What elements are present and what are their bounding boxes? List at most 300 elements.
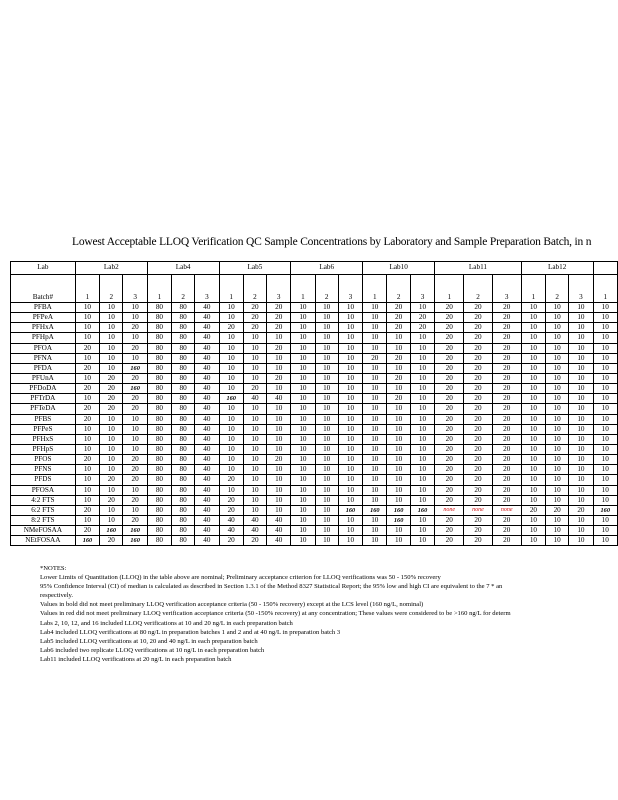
concentration-cell: 20: [435, 414, 464, 424]
concentration-cell: 10: [291, 424, 315, 434]
concentration-cell: 20: [492, 495, 521, 505]
concentration-cell: 10: [219, 353, 243, 363]
concentration-cell: 10: [593, 404, 617, 414]
concentration-cell: 40: [195, 384, 219, 394]
batch-number: 2: [315, 275, 338, 303]
concentration-cell: 10: [291, 444, 315, 454]
concentration-cell: 10: [521, 333, 545, 343]
concentration-cell: 10: [546, 404, 569, 414]
concentration-cell: 10: [219, 373, 243, 383]
concentration-cell: 10: [338, 373, 362, 383]
table-row: [11, 526, 618, 536]
concentration-cell: 10: [521, 465, 545, 475]
concentration-cell: 10: [410, 404, 434, 414]
concentration-cell: 10: [338, 343, 362, 353]
concentration-cell: 10: [546, 495, 569, 505]
qc-data-table: [10, 261, 618, 546]
concentration-cell: 10: [521, 363, 545, 373]
concentration-cell: 10: [315, 394, 338, 404]
concentration-cell: 20: [464, 465, 492, 475]
concentration-cell: 10: [546, 384, 569, 394]
concentration-cell: 10: [315, 333, 338, 343]
concentration-cell: 20: [464, 384, 492, 394]
concentration-cell: 10: [75, 303, 99, 313]
concentration-cell: 10: [123, 424, 147, 434]
concentration-cell: 20: [435, 384, 464, 394]
concentration-cell: 80: [172, 414, 195, 424]
concentration-cell: 40: [195, 373, 219, 383]
table-row: [11, 434, 618, 444]
concentration-cell: 20: [492, 373, 521, 383]
concentration-cell: 10: [315, 363, 338, 373]
concentration-cell: 10: [219, 424, 243, 434]
concentration-cell: 10: [267, 333, 291, 343]
concentration-cell: 20: [569, 505, 593, 515]
concentration-cell: 10: [100, 465, 123, 475]
concentration-cell: 20: [464, 414, 492, 424]
concentration-cell: 10: [593, 414, 617, 424]
concentration-cell: 20: [492, 333, 521, 343]
concentration-cell: 80: [172, 424, 195, 434]
concentration-cell: 10: [267, 404, 291, 414]
concentration-cell: 10: [315, 495, 338, 505]
concentration-cell: 10: [569, 495, 593, 505]
concentration-cell: 20: [464, 333, 492, 343]
concentration-cell: 20: [492, 343, 521, 353]
concentration-cell: 10: [593, 323, 617, 333]
concentration-cell: 10: [243, 404, 266, 414]
concentration-cell: 10: [521, 303, 545, 313]
concentration-cell: 10: [123, 485, 147, 495]
concentration-cell: 10: [410, 515, 434, 525]
concentration-cell: 20: [464, 434, 492, 444]
concentration-cell: 10: [291, 343, 315, 353]
concentration-cell: 10: [100, 505, 123, 515]
concentration-cell: 10: [243, 343, 266, 353]
concentration-cell: 10: [410, 485, 434, 495]
concentration-cell: 20: [492, 455, 521, 465]
concentration-cell: 80: [147, 495, 171, 505]
concentration-cell: 20: [492, 303, 521, 313]
page-title: Lowest Acceptable LLOQ Verification QC Sample Concentrations by Laboratory and Sample Preparation Batch, in n: [72, 236, 592, 248]
concentration-cell: 40: [195, 505, 219, 515]
concentration-cell: 20: [464, 485, 492, 495]
lab-name-header: Lab12: [521, 262, 593, 275]
concentration-cell: 20: [492, 404, 521, 414]
concentration-cell: 10: [546, 485, 569, 495]
concentration-cell: 80: [147, 434, 171, 444]
concentration-cell: 10: [546, 363, 569, 373]
concentration-cell: 80: [147, 485, 171, 495]
concentration-cell: 10: [521, 313, 545, 323]
concentration-cell: 10: [521, 394, 545, 404]
concentration-cell: 10: [593, 394, 617, 404]
concentration-cell: 20: [435, 373, 464, 383]
concentration-cell: 10: [243, 373, 266, 383]
concentration-cell: 10: [315, 485, 338, 495]
concentration-cell: 10: [363, 515, 387, 525]
concentration-cell: 20: [492, 363, 521, 373]
concentration-cell: 160: [123, 384, 147, 394]
concentration-cell: 10: [546, 313, 569, 323]
concentration-cell: 80: [147, 394, 171, 404]
concentration-cell: 10: [521, 404, 545, 414]
analyte-name: NMeFOSAA: [11, 526, 76, 536]
concentration-cell: 10: [410, 343, 434, 353]
concentration-cell: 10: [363, 465, 387, 475]
concentration-cell: 20: [100, 536, 123, 546]
concentration-cell: 80: [172, 485, 195, 495]
concentration-cell: 10: [569, 303, 593, 313]
concentration-cell: 10: [546, 434, 569, 444]
concentration-cell: 20: [435, 526, 464, 536]
concentration-cell: 40: [267, 515, 291, 525]
concentration-cell: 10: [387, 414, 410, 424]
concentration-cell: 10: [291, 323, 315, 333]
concentration-cell: 20: [492, 323, 521, 333]
concentration-cell: 40: [195, 343, 219, 353]
concentration-cell: 10: [219, 455, 243, 465]
concentration-cell: 20: [387, 394, 410, 404]
note-line: Lab5 included LLOQ verifications at 10, 20 and 40 ng/L in each preparation batch: [40, 637, 258, 645]
concentration-cell: 20: [123, 515, 147, 525]
concentration-cell: 20: [464, 536, 492, 546]
concentration-cell: 10: [569, 323, 593, 333]
concentration-cell: 20: [464, 526, 492, 536]
batch-number: 1: [75, 275, 99, 303]
lab-name-header: Lab4: [147, 262, 219, 275]
concentration-cell: 20: [464, 495, 492, 505]
concentration-cell: 10: [100, 343, 123, 353]
concentration-cell: 10: [546, 526, 569, 536]
concentration-cell: 20: [464, 404, 492, 414]
concentration-cell: 10: [569, 485, 593, 495]
concentration-cell: 40: [195, 353, 219, 363]
concentration-cell: 10: [315, 323, 338, 333]
note-line: Lab11 included LLOQ verifications at 20 ng/L in each preparation batch: [40, 655, 232, 663]
concentration-cell: 10: [546, 465, 569, 475]
concentration-cell: 10: [387, 465, 410, 475]
concentration-cell: 40: [195, 434, 219, 444]
concentration-cell: 20: [267, 455, 291, 465]
concentration-cell: 10: [267, 505, 291, 515]
concentration-cell: 10: [593, 343, 617, 353]
concentration-cell: 10: [291, 414, 315, 424]
concentration-cell: 10: [593, 363, 617, 373]
concentration-cell: 10: [387, 333, 410, 343]
concentration-cell: 10: [546, 373, 569, 383]
concentration-cell: 10: [387, 384, 410, 394]
concentration-cell: 10: [338, 414, 362, 424]
concentration-cell: 10: [521, 455, 545, 465]
concentration-cell: 10: [410, 455, 434, 465]
concentration-cell: 10: [363, 333, 387, 343]
notes-section: [40, 564, 618, 664]
concentration-cell: 10: [546, 536, 569, 546]
concentration-cell: 10: [291, 363, 315, 373]
concentration-cell: 20: [492, 536, 521, 546]
concentration-cell: 10: [243, 485, 266, 495]
note-line: Labs 2, 10, 12, and 16 included LLOQ verifications at 10 and 20 ng/L in each preparation batch: [40, 619, 293, 627]
table-row: [11, 455, 618, 465]
concentration-cell: 10: [243, 414, 266, 424]
concentration-cell: 10: [521, 485, 545, 495]
batch-number: 3: [492, 275, 521, 303]
concentration-cell: 20: [464, 373, 492, 383]
concentration-cell: 20: [123, 455, 147, 465]
concentration-cell: 80: [147, 505, 171, 515]
analyte-name: 6:2 FTS: [11, 505, 76, 515]
concentration-cell: 20: [492, 414, 521, 424]
table-row: [11, 475, 618, 485]
concentration-cell: 20: [435, 323, 464, 333]
concentration-cell: 80: [172, 455, 195, 465]
lab-header: Lab: [11, 262, 76, 275]
concentration-cell: 20: [464, 313, 492, 323]
concentration-cell: 10: [593, 475, 617, 485]
concentration-cell: 10: [569, 475, 593, 485]
concentration-cell: 10: [315, 414, 338, 424]
concentration-cell: 10: [75, 373, 99, 383]
concentration-cell: 20: [100, 475, 123, 485]
concentration-cell: 10: [219, 434, 243, 444]
analyte-name: 4:2 FTS: [11, 495, 76, 505]
concentration-cell: 20: [435, 465, 464, 475]
concentration-cell: 10: [546, 394, 569, 404]
concentration-cell: 80: [147, 303, 171, 313]
note-line: Values in red did not meet preliminary LLOQ verification acceptance criteria (50 -150% recovery) at any concentration; These values were considered to be >160 ng/L for determ: [40, 610, 511, 618]
concentration-cell: 40: [195, 485, 219, 495]
lab-name-header: Lab11: [435, 262, 522, 275]
table-row: [11, 536, 618, 546]
concentration-cell: 10: [291, 353, 315, 363]
concentration-cell: 160: [123, 526, 147, 536]
concentration-cell: 10: [569, 353, 593, 363]
concentration-cell: 10: [338, 353, 362, 363]
concentration-cell: 10: [338, 434, 362, 444]
analyte-name: PFUnA: [11, 373, 76, 383]
concentration-cell: 80: [147, 333, 171, 343]
concentration-cell: 10: [338, 455, 362, 465]
concentration-cell: 20: [75, 404, 99, 414]
batch-header: Batch#: [11, 275, 76, 303]
analyte-name: PFOS: [11, 455, 76, 465]
concentration-cell: 10: [291, 505, 315, 515]
note-line: Values in bold did not meet preliminary LLOQ verification acceptance criteria (50 - 150% recovery) except at the LCS level (160 ng/L, nominal): [40, 601, 424, 609]
concentration-cell: 80: [147, 455, 171, 465]
concentration-cell: 10: [243, 475, 266, 485]
concentration-cell: 10: [267, 363, 291, 373]
concentration-cell: 10: [546, 323, 569, 333]
concentration-cell: 10: [569, 515, 593, 525]
concentration-cell: 10: [593, 333, 617, 343]
concentration-cell: 10: [219, 363, 243, 373]
concentration-cell: 10: [291, 475, 315, 485]
lab-name-header: Lab2: [75, 262, 147, 275]
concentration-cell: 10: [593, 384, 617, 394]
batch-number: 2: [464, 275, 492, 303]
analyte-name: PFTeDA: [11, 404, 76, 414]
concentration-cell: 80: [172, 465, 195, 475]
concentration-cell: 40: [243, 394, 266, 404]
concentration-cell: 40: [195, 475, 219, 485]
concentration-cell: 10: [410, 384, 434, 394]
concentration-cell: 160: [123, 536, 147, 546]
concentration-cell: 10: [338, 363, 362, 373]
concentration-cell: 20: [435, 444, 464, 454]
batch-number: 1: [291, 275, 315, 303]
concentration-cell: 20: [464, 363, 492, 373]
concentration-cell: 10: [315, 455, 338, 465]
concentration-cell: 10: [521, 434, 545, 444]
concentration-cell: 10: [521, 444, 545, 454]
concentration-cell: 20: [435, 424, 464, 434]
concentration-cell: 10: [315, 343, 338, 353]
analyte-name: PFHxS: [11, 434, 76, 444]
concentration-cell: 160: [75, 536, 99, 546]
concentration-cell: 80: [172, 505, 195, 515]
note-line: Lower Limits of Quantitation (LLOQ) in the table above are nominal; Preliminary acceptance criterion for LLOQ verifications was 50 - 150% recovery: [40, 574, 441, 582]
concentration-cell: 20: [387, 313, 410, 323]
concentration-cell: 80: [172, 434, 195, 444]
concentration-cell: 10: [315, 505, 338, 515]
concentration-cell: 20: [123, 343, 147, 353]
concentration-cell: 10: [593, 495, 617, 505]
concentration-cell: 20: [492, 384, 521, 394]
analyte-name: PFDS: [11, 475, 76, 485]
concentration-cell: 80: [172, 363, 195, 373]
batch-number: 1: [593, 275, 617, 303]
concentration-cell: 80: [147, 414, 171, 424]
concentration-cell: 10: [100, 323, 123, 333]
concentration-cell: 20: [243, 323, 266, 333]
concentration-cell: 10: [546, 353, 569, 363]
concentration-cell: 10: [100, 303, 123, 313]
concentration-cell: 10: [593, 444, 617, 454]
concentration-cell: 10: [338, 384, 362, 394]
concentration-cell: 10: [521, 373, 545, 383]
concentration-cell: 20: [219, 505, 243, 515]
concentration-cell: 40: [195, 465, 219, 475]
table-row: [11, 303, 618, 313]
concentration-cell: 10: [338, 303, 362, 313]
concentration-cell: 20: [464, 444, 492, 454]
concentration-cell: 10: [100, 313, 123, 323]
concentration-cell: 10: [338, 444, 362, 454]
concentration-cell: 10: [315, 424, 338, 434]
concentration-cell: 10: [593, 536, 617, 546]
concentration-cell: 10: [267, 495, 291, 505]
concentration-cell: 20: [387, 353, 410, 363]
concentration-cell: 10: [410, 444, 434, 454]
concentration-cell: 80: [147, 444, 171, 454]
concentration-cell: 20: [464, 475, 492, 485]
concentration-cell: 10: [569, 444, 593, 454]
concentration-cell: 10: [410, 536, 434, 546]
concentration-cell: 10: [521, 515, 545, 525]
concentration-cell: 10: [593, 313, 617, 323]
concentration-cell: 40: [195, 404, 219, 414]
concentration-cell: 10: [410, 475, 434, 485]
concentration-cell: 160: [410, 505, 434, 515]
concentration-cell: 40: [195, 414, 219, 424]
concentration-cell: 10: [243, 424, 266, 434]
concentration-cell: 10: [315, 465, 338, 475]
concentration-cell: 10: [410, 303, 434, 313]
concentration-cell: 10: [267, 485, 291, 495]
concentration-cell: 10: [100, 485, 123, 495]
concentration-cell: 10: [315, 434, 338, 444]
concentration-cell: 10: [338, 404, 362, 414]
concentration-cell: 10: [267, 353, 291, 363]
note-line: Lab6 included two replicate LLOQ verifications at 10 ng/L in each preparation batch: [40, 646, 265, 654]
concentration-cell: 10: [75, 323, 99, 333]
concentration-cell: 20: [464, 303, 492, 313]
concentration-cell: 10: [123, 444, 147, 454]
concentration-cell: 10: [75, 515, 99, 525]
concentration-cell: 40: [195, 313, 219, 323]
concentration-cell: 160: [387, 515, 410, 525]
concentration-cell: 10: [569, 333, 593, 343]
concentration-cell: 20: [123, 373, 147, 383]
concentration-cell: 10: [569, 313, 593, 323]
concentration-cell: 80: [147, 313, 171, 323]
concentration-cell: 10: [100, 333, 123, 343]
concentration-cell: 80: [172, 313, 195, 323]
concentration-cell: 20: [410, 313, 434, 323]
concentration-cell: 20: [435, 394, 464, 404]
concentration-cell: 10: [338, 495, 362, 505]
analyte-name: 8:2 FTS: [11, 515, 76, 525]
concentration-cell: 10: [410, 353, 434, 363]
concentration-cell: 10: [219, 414, 243, 424]
concentration-cell: 10: [593, 424, 617, 434]
concentration-cell: 10: [387, 526, 410, 536]
concentration-cell: 10: [291, 495, 315, 505]
concentration-cell: 160: [219, 394, 243, 404]
concentration-cell: 10: [291, 526, 315, 536]
concentration-cell: 10: [219, 384, 243, 394]
concentration-cell: 10: [569, 455, 593, 465]
analyte-name: PFBA: [11, 303, 76, 313]
concentration-cell: 80: [147, 384, 171, 394]
concentration-cell: 20: [492, 526, 521, 536]
concentration-cell: 20: [464, 343, 492, 353]
concentration-cell: 40: [195, 303, 219, 313]
concentration-cell: 20: [267, 313, 291, 323]
concentration-cell: 20: [75, 505, 99, 515]
concentration-cell: 10: [338, 475, 362, 485]
concentration-cell: 20: [75, 343, 99, 353]
concentration-cell: 10: [315, 475, 338, 485]
concentration-cell: 80: [172, 323, 195, 333]
concentration-cell: 20: [435, 434, 464, 444]
concentration-cell: 10: [75, 495, 99, 505]
concentration-cell: 10: [267, 424, 291, 434]
concentration-cell: 40: [195, 424, 219, 434]
concentration-cell: 10: [363, 424, 387, 434]
concentration-cell: 10: [219, 485, 243, 495]
concentration-cell: 10: [410, 414, 434, 424]
concentration-cell: 20: [243, 384, 266, 394]
concentration-cell: 80: [172, 515, 195, 525]
concentration-cell: 10: [569, 384, 593, 394]
concentration-cell: 10: [123, 353, 147, 363]
concentration-cell: 10: [338, 526, 362, 536]
batch-number: 1: [363, 275, 387, 303]
concentration-cell: 10: [267, 475, 291, 485]
concentration-cell: 10: [243, 333, 266, 343]
